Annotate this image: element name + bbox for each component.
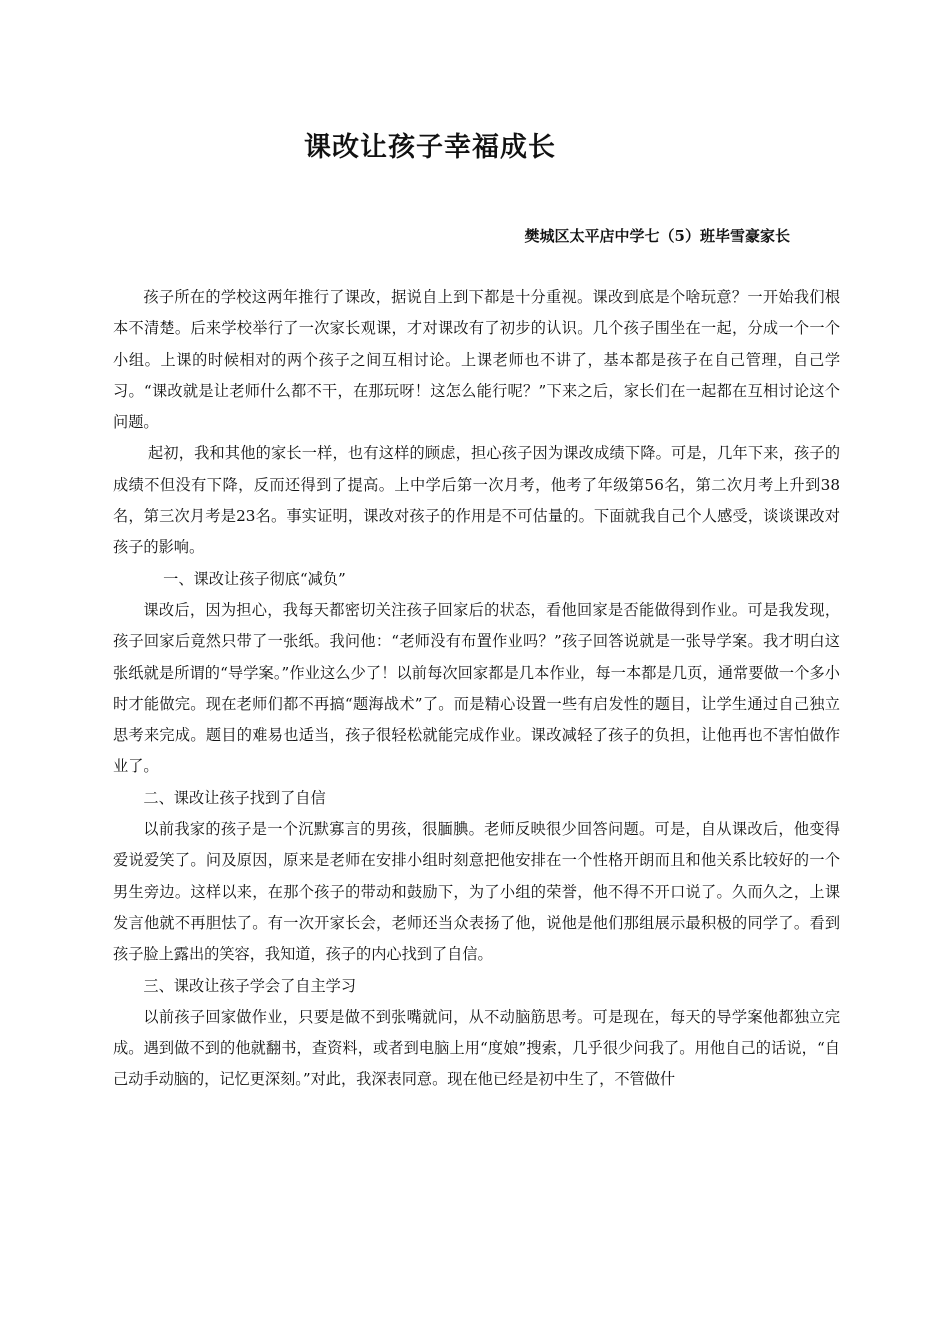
- document-author: 樊城区太平店中学七（5）班毕雪豪家长: [524, 227, 790, 245]
- paragraph-concern: 起初，我和其他的家长一样，也有这样的顾虑，担心孩子因为课改成绩下降。可是，几年下来，孩子的成绩不但没有下降，反而还得到了提高。上中学后第一次月考，他考了年级第56名，第二次月考上升到38名，第三次月考是23名。事实证明，课改对孩子的作用是不可估量的。下面就我自己个人感受，谈谈课改对孩子的影响。: [113, 444, 840, 557]
- paragraph-section-1: 课改后，因为担心，我每天都密切关注孩子回家后的状态，看他回家是否能做得到作业。可是我发现，孩子回家后竟然只带了一张纸。我问他：“老师没有布置作业吗？”孩子回答说就是一张导学案。我才明白这张纸就是所谓的“导学案。”作业这么少了！以前每次回家都是几本作业，每一本都是几页，通常要做一个多小时才能做完。现在老师们都不再搞“题海战术”了。而是精心设置一些有启发性的题目，让学生通过自己独立思考来完成。题目的难易也适当，孩子很轻松就能完成作业。课改减轻了孩子的负担，让他再也不害怕做作业了。: [113, 600, 840, 776]
- section-heading-1: 一、课改让孩子彻底“减负”: [163, 569, 346, 588]
- section-heading-2: 二、课改让孩子找到了自信: [143, 788, 326, 807]
- paragraph-intro: 孩子所在的学校这两年推行了课改，据说自上到下都是十分重视。课改到底是个啥玩意？一开始我们根本不清楚。后来学校举行了一次家长观课，才对课改有了初步的认识。几个孩子围坐在一起，分成一个一个小组。上课的时候相对的两个孩子之间互相讨论。上课老师也不讲了，基本都是孩子在自己管理，自己学习。“课改就是让老师什么都不干，在那玩呀！这怎么能行呢？”下来之后，家长们在一起都在互相讨论这个问题。: [113, 288, 840, 432]
- section-heading-3: 三、课改让孩子学会了自主学习: [143, 976, 357, 995]
- paragraph-section-2: 以前我家的孩子是一个沉默寡言的男孩，很腼腆。老师反映很少回答问题。可是，自从课改后，他变得爱说爱笑了。问及原因，原来是老师在安排小组时刻意把他安排在一个性格开朗而且和他关系比较好的一个男生旁边。这样以来，在那个孩子的带动和鼓励下，为了小组的荣誉，他不得不开口说了。久而久之，上课发言他就不再胆怯了。有一次开家长会，老师还当众表扬了他，说他是他们那组展示最积极的同学了。看到孩子脸上露出的笑容，我知道，孩子的内心找到了自信。: [113, 820, 840, 964]
- paragraph-section-3: 以前孩子回家做作业，只要是做不到张嘴就问，从不动脑筋思考。可是现在，每天的导学案他都独立完成。遇到做不到的他就翻书，查资料，或者到电脑上用“度娘”搜索，几乎很少问我了。用他自己的话说，“自己动手动脑的，记忆更深刻。”对此，我深表同意。现在他已经是初中生了，不管做什: [113, 1007, 840, 1089]
- document-body: [113, 282, 840, 1096]
- document-title: 课改让孩子幸福成长: [304, 132, 556, 163]
